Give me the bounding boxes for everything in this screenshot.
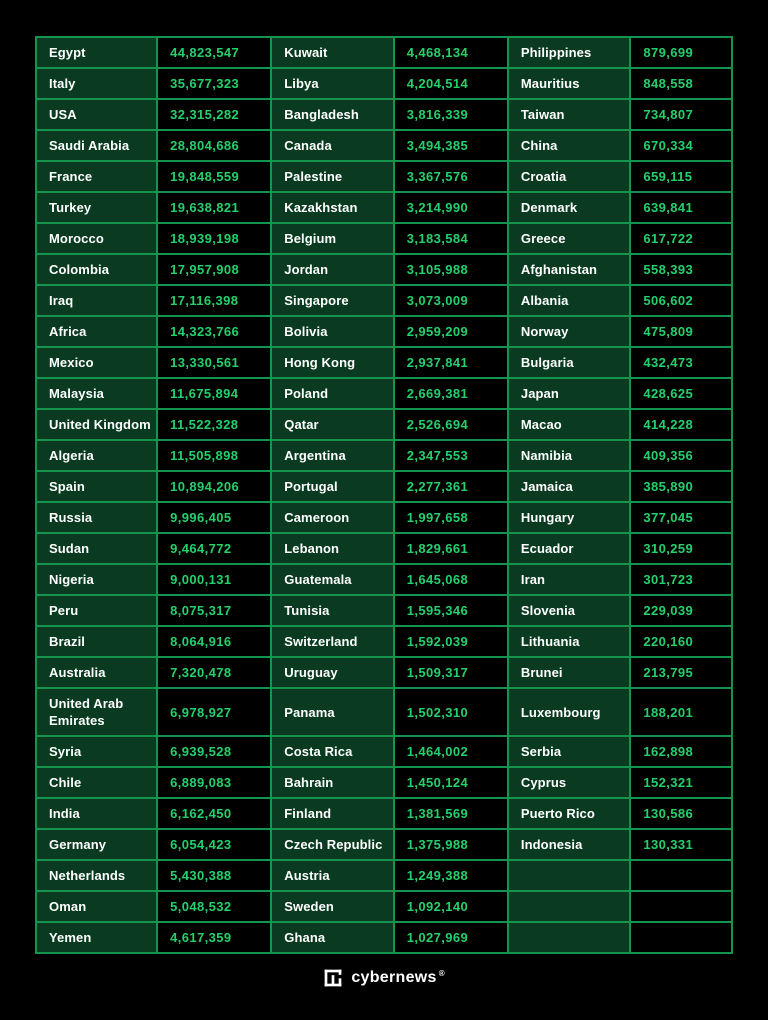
value-cell: 4,468,134 <box>394 37 508 68</box>
country-cell: Ghana <box>271 922 393 953</box>
table-body <box>36 37 732 953</box>
country-cell: Namibia <box>508 440 630 471</box>
value-cell: 3,816,339 <box>394 99 508 130</box>
value-cell: 1,645,068 <box>394 564 508 595</box>
country-cell: Portugal <box>271 471 393 502</box>
value-cell: 1,997,658 <box>394 502 508 533</box>
table-row <box>36 736 732 767</box>
value-cell: 213,795 <box>630 657 732 688</box>
country-cell: Uruguay <box>271 657 393 688</box>
value-cell: 2,937,841 <box>394 347 508 378</box>
country-cell: Canada <box>271 130 393 161</box>
value-cell: 2,277,361 <box>394 471 508 502</box>
country-cell: Turkey <box>36 192 157 223</box>
value-cell: 3,183,584 <box>394 223 508 254</box>
value-cell: 1,375,988 <box>394 829 508 860</box>
country-cell: Yemen <box>36 922 157 953</box>
value-cell: 1,509,317 <box>394 657 508 688</box>
country-cell: Finland <box>271 798 393 829</box>
value-cell: 7,320,478 <box>157 657 271 688</box>
table-row <box>36 285 732 316</box>
value-cell: 13,330,561 <box>157 347 271 378</box>
country-cell: Mexico <box>36 347 157 378</box>
value-cell: 310,259 <box>630 533 732 564</box>
value-cell: 558,393 <box>630 254 732 285</box>
country-cell: Panama <box>271 688 393 736</box>
value-cell: 11,505,898 <box>157 440 271 471</box>
table-row <box>36 347 732 378</box>
country-cell: Brunei <box>508 657 630 688</box>
value-cell: 428,625 <box>630 378 732 409</box>
country-cell: Africa <box>36 316 157 347</box>
registered-mark: ® <box>438 969 445 978</box>
value-cell: 659,115 <box>630 161 732 192</box>
country-cell: Puerto Rico <box>508 798 630 829</box>
country-cell: Iran <box>508 564 630 595</box>
cybernews-logo-icon <box>323 968 343 988</box>
table-row <box>36 409 732 440</box>
value-cell: 6,939,528 <box>157 736 271 767</box>
country-cell: Morocco <box>36 223 157 254</box>
country-cell: Italy <box>36 68 157 99</box>
value-cell: 162,898 <box>630 736 732 767</box>
country-cell: Denmark <box>508 192 630 223</box>
country-cell: Hungary <box>508 502 630 533</box>
country-cell: Qatar <box>271 409 393 440</box>
country-cell: Albania <box>508 285 630 316</box>
country-cell: India <box>36 798 157 829</box>
country-cell: Tunisia <box>271 595 393 626</box>
brand-footer <box>0 968 768 988</box>
country-cell: Cameroon <box>271 502 393 533</box>
table-row <box>36 829 732 860</box>
country-cell: Kuwait <box>271 37 393 68</box>
value-cell: 409,356 <box>630 440 732 471</box>
country-cell: Oman <box>36 891 157 922</box>
country-cell: Hong Kong <box>271 347 393 378</box>
value-cell: 17,116,398 <box>157 285 271 316</box>
value-cell: 4,204,514 <box>394 68 508 99</box>
country-cell: Lithuania <box>508 626 630 657</box>
value-cell: 3,105,988 <box>394 254 508 285</box>
country-cell: Chile <box>36 767 157 798</box>
country-cell: Costa Rica <box>271 736 393 767</box>
country-cell: China <box>508 130 630 161</box>
country-cell: Lebanon <box>271 533 393 564</box>
table-row <box>36 922 732 953</box>
country-cell: Netherlands <box>36 860 157 891</box>
value-cell: 1,450,124 <box>394 767 508 798</box>
value-cell: 6,978,927 <box>157 688 271 736</box>
table-row <box>36 657 732 688</box>
country-cell: Czech Republic <box>271 829 393 860</box>
country-cell: Nigeria <box>36 564 157 595</box>
table-row <box>36 767 732 798</box>
table-row <box>36 254 732 285</box>
country-cell: Spain <box>36 471 157 502</box>
country-cell: Switzerland <box>271 626 393 657</box>
value-cell <box>630 922 732 953</box>
value-cell: 18,939,198 <box>157 223 271 254</box>
country-cell: Greece <box>508 223 630 254</box>
value-cell: 3,367,576 <box>394 161 508 192</box>
country-cell: Afghanistan <box>508 254 630 285</box>
table-row <box>36 440 732 471</box>
value-cell: 4,617,359 <box>157 922 271 953</box>
country-cell: Syria <box>36 736 157 767</box>
value-cell: 10,894,206 <box>157 471 271 502</box>
value-cell: 35,677,323 <box>157 68 271 99</box>
table-row <box>36 798 732 829</box>
value-cell: 6,889,083 <box>157 767 271 798</box>
country-value-table-wrap <box>35 36 733 954</box>
country-cell: Poland <box>271 378 393 409</box>
value-cell: 1,464,002 <box>394 736 508 767</box>
value-cell: 5,430,388 <box>157 860 271 891</box>
value-cell: 1,381,569 <box>394 798 508 829</box>
table-row <box>36 192 732 223</box>
table-row <box>36 626 732 657</box>
table-row <box>36 502 732 533</box>
value-cell: 1,592,039 <box>394 626 508 657</box>
value-cell: 1,249,388 <box>394 860 508 891</box>
country-cell: Ecuador <box>508 533 630 564</box>
value-cell: 152,321 <box>630 767 732 798</box>
country-cell: Malaysia <box>36 378 157 409</box>
country-cell: Belgium <box>271 223 393 254</box>
country-cell: Philippines <box>508 37 630 68</box>
value-cell: 229,039 <box>630 595 732 626</box>
table-row <box>36 595 732 626</box>
country-cell: Russia <box>36 502 157 533</box>
country-cell: USA <box>36 99 157 130</box>
country-cell: Jamaica <box>508 471 630 502</box>
country-cell: Saudi Arabia <box>36 130 157 161</box>
value-cell: 1,027,969 <box>394 922 508 953</box>
country-cell <box>508 922 630 953</box>
country-cell: Macao <box>508 409 630 440</box>
table-row <box>36 130 732 161</box>
country-cell: United Arab Emirates <box>36 688 157 736</box>
value-cell: 8,064,916 <box>157 626 271 657</box>
table-row <box>36 564 732 595</box>
country-cell: Sudan <box>36 533 157 564</box>
value-cell: 3,073,009 <box>394 285 508 316</box>
country-cell: Algeria <box>36 440 157 471</box>
country-cell: Indonesia <box>508 829 630 860</box>
value-cell: 32,315,282 <box>157 99 271 130</box>
table-row <box>36 68 732 99</box>
table-row <box>36 161 732 192</box>
brand-name: cybernews <box>351 969 437 986</box>
country-cell: Mauritius <box>508 68 630 99</box>
value-cell: 6,162,450 <box>157 798 271 829</box>
value-cell: 1,502,310 <box>394 688 508 736</box>
country-cell: Australia <box>36 657 157 688</box>
country-cell: Brazil <box>36 626 157 657</box>
value-cell: 670,334 <box>630 130 732 161</box>
value-cell: 2,526,694 <box>394 409 508 440</box>
value-cell: 2,347,553 <box>394 440 508 471</box>
country-cell: Jordan <box>271 254 393 285</box>
value-cell: 1,829,661 <box>394 533 508 564</box>
table-row <box>36 860 732 891</box>
value-cell: 475,809 <box>630 316 732 347</box>
value-cell: 11,675,894 <box>157 378 271 409</box>
table-row <box>36 688 732 736</box>
value-cell: 44,823,547 <box>157 37 271 68</box>
table-row <box>36 316 732 347</box>
data-table <box>35 36 733 954</box>
country-cell: France <box>36 161 157 192</box>
country-cell: Bulgaria <box>508 347 630 378</box>
country-cell: Singapore <box>271 285 393 316</box>
country-cell: Norway <box>508 316 630 347</box>
country-cell: Germany <box>36 829 157 860</box>
value-cell: 385,890 <box>630 471 732 502</box>
value-cell <box>630 860 732 891</box>
value-cell: 188,201 <box>630 688 732 736</box>
country-cell: Luxembourg <box>508 688 630 736</box>
table-row <box>36 378 732 409</box>
value-cell: 5,048,532 <box>157 891 271 922</box>
country-cell <box>508 860 630 891</box>
value-cell: 19,638,821 <box>157 192 271 223</box>
value-cell: 848,558 <box>630 68 732 99</box>
value-cell: 8,075,317 <box>157 595 271 626</box>
value-cell: 19,848,559 <box>157 161 271 192</box>
country-cell: Croatia <box>508 161 630 192</box>
value-cell: 11,522,328 <box>157 409 271 440</box>
value-cell: 3,214,990 <box>394 192 508 223</box>
country-cell: Palestine <box>271 161 393 192</box>
country-cell: United Kingdom <box>36 409 157 440</box>
value-cell: 734,807 <box>630 99 732 130</box>
country-cell: Japan <box>508 378 630 409</box>
value-cell: 9,996,405 <box>157 502 271 533</box>
country-cell: Egypt <box>36 37 157 68</box>
country-cell: Kazakhstan <box>271 192 393 223</box>
value-cell: 414,228 <box>630 409 732 440</box>
value-cell: 9,000,131 <box>157 564 271 595</box>
country-cell: Serbia <box>508 736 630 767</box>
value-cell: 377,045 <box>630 502 732 533</box>
value-cell: 6,054,423 <box>157 829 271 860</box>
value-cell: 301,723 <box>630 564 732 595</box>
value-cell: 220,160 <box>630 626 732 657</box>
table-row <box>36 471 732 502</box>
value-cell: 3,494,385 <box>394 130 508 161</box>
value-cell <box>630 891 732 922</box>
value-cell: 2,669,381 <box>394 378 508 409</box>
country-cell: Peru <box>36 595 157 626</box>
country-cell: Taiwan <box>508 99 630 130</box>
value-cell: 130,586 <box>630 798 732 829</box>
country-cell: Argentina <box>271 440 393 471</box>
table-row <box>36 891 732 922</box>
value-cell: 9,464,772 <box>157 533 271 564</box>
value-cell: 17,957,908 <box>157 254 271 285</box>
country-cell: Bolivia <box>271 316 393 347</box>
country-cell: Bahrain <box>271 767 393 798</box>
value-cell: 130,331 <box>630 829 732 860</box>
value-cell: 1,092,140 <box>394 891 508 922</box>
country-cell: Colombia <box>36 254 157 285</box>
table-row <box>36 99 732 130</box>
country-cell: Slovenia <box>508 595 630 626</box>
country-cell: Libya <box>271 68 393 99</box>
country-cell: Sweden <box>271 891 393 922</box>
value-cell: 1,595,346 <box>394 595 508 626</box>
country-cell: Bangladesh <box>271 99 393 130</box>
country-cell: Cyprus <box>508 767 630 798</box>
value-cell: 28,804,686 <box>157 130 271 161</box>
value-cell: 639,841 <box>630 192 732 223</box>
table-row <box>36 533 732 564</box>
value-cell: 432,473 <box>630 347 732 378</box>
country-cell <box>508 891 630 922</box>
country-cell: Austria <box>271 860 393 891</box>
table-row <box>36 37 732 68</box>
value-cell: 2,959,209 <box>394 316 508 347</box>
value-cell: 14,323,766 <box>157 316 271 347</box>
table-row <box>36 223 732 254</box>
country-cell: Iraq <box>36 285 157 316</box>
value-cell: 617,722 <box>630 223 732 254</box>
country-cell: Guatemala <box>271 564 393 595</box>
value-cell: 879,699 <box>630 37 732 68</box>
value-cell: 506,602 <box>630 285 732 316</box>
